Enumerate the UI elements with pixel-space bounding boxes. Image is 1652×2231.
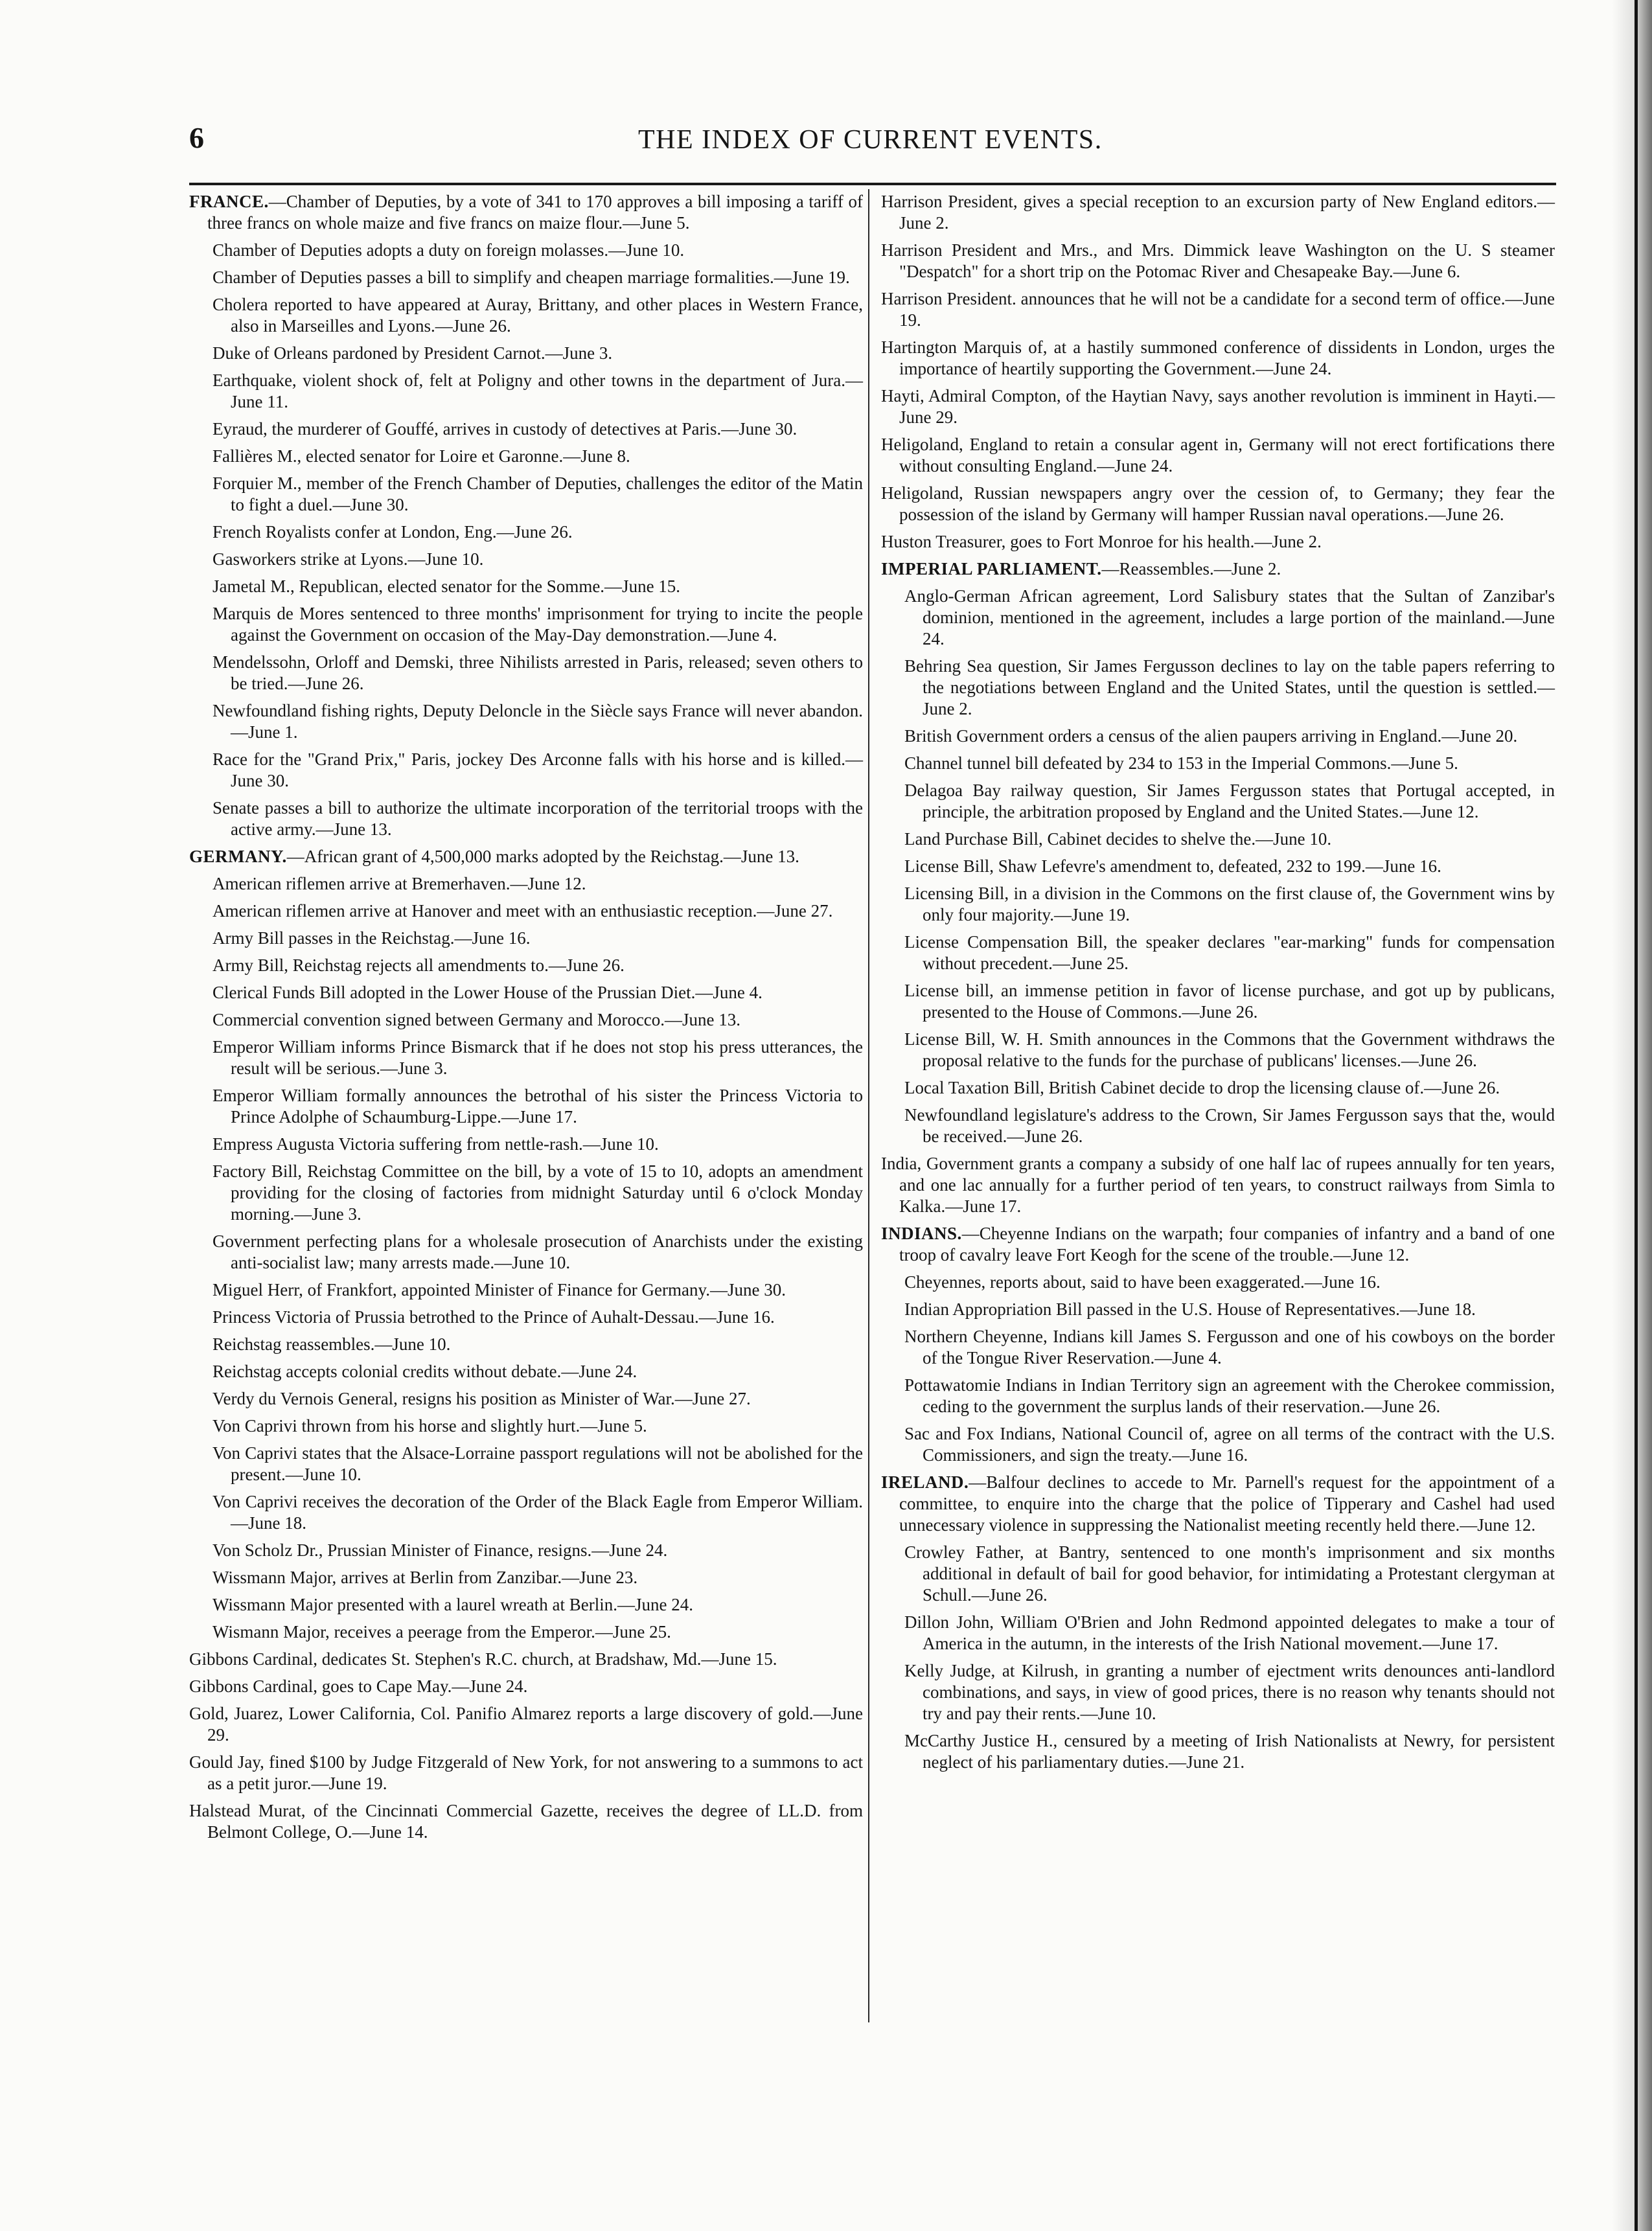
page-edge-shadow bbox=[1612, 0, 1652, 2231]
entry-text: Anglo-German African agreement, Lord Salisbury states that the Sultan of Zanzibar's dominion, mentioned in the agreement, includes a large portion of the mainland.—June 24. bbox=[904, 586, 1555, 648]
entry-text: Heligoland, England to retain a consular agent in, Germany will not erect fortifications there without consulting England.—June 24. bbox=[881, 435, 1555, 475]
entry-text: Chamber of Deputies passes a bill to simplify and cheapen marriage formalities.—June 19. bbox=[212, 268, 850, 287]
entry-text: Gould Jay, fined $100 by Judge Fitzgerald of New York, for not answering to a summons to act as a petit juror.—June 19. bbox=[189, 1752, 863, 1793]
index-entry bbox=[212, 1085, 863, 1128]
entry-text: License Compensation Bill, the speaker declares "ear-marking" funds for compensation without precedent.—June 25. bbox=[904, 932, 1555, 973]
entry-text: Harrison President and Mrs., and Mrs. Dimmick leave Washington on the U. S steamer "Despatch" for a short trip on the Potomac River and Chesapeake Bay.—June 6. bbox=[881, 240, 1555, 281]
right-column bbox=[881, 191, 1555, 1779]
entry-text: Hartington Marquis of, at a hastily summoned conference of dissidents in London, urges the importance of heartily supporting the Government.—June 24. bbox=[881, 338, 1555, 378]
entry-text: —African grant of 4,500,000 marks adopted by the Reichstag.—June 13. bbox=[286, 847, 799, 866]
entry-text: Miguel Herr, of Frankfort, appointed Minister of Finance for Germany.—June 30. bbox=[212, 1280, 786, 1299]
index-entry bbox=[904, 586, 1555, 650]
entry-text: Race for the "Grand Prix," Paris, jockey Des Arconne falls with his horse and is killed.—June 30. bbox=[212, 749, 863, 790]
index-entry bbox=[212, 240, 863, 261]
index-entry bbox=[904, 753, 1555, 774]
index-entry bbox=[212, 955, 863, 976]
index-entry bbox=[212, 370, 863, 413]
entry-text: Von Caprivi receives the decoration of the Order of the Black Eagle from Emperor William.—June 18. bbox=[212, 1492, 863, 1533]
index-entry bbox=[212, 1334, 863, 1355]
index-entry bbox=[212, 652, 863, 694]
column-divider bbox=[868, 189, 869, 2022]
entry-text: Licensing Bill, in a division in the Commons on the first clause of, the Government wins by only four majority.—June 19. bbox=[904, 884, 1555, 924]
index-entry bbox=[904, 726, 1555, 747]
page-title: THE INDEX OF CURRENT EVENTS. bbox=[638, 125, 1103, 155]
index-entry bbox=[904, 1326, 1555, 1369]
entry-text: Wismann Major, receives a peerage from the Emperor.—June 25. bbox=[212, 1622, 671, 1642]
section-heading: FRANCE. bbox=[189, 192, 269, 211]
entry-text: Factory Bill, Reichstag Committee on the bill, by a vote of 15 to 10, adopts an amendment providing for the closing of factories from midnight Saturday until 6 o'clock Monday morning.—June 3. bbox=[212, 1161, 863, 1224]
index-entry bbox=[212, 1161, 863, 1225]
entry-text: Von Scholz Dr., Prussian Minister of Finance, resigns.—June 24. bbox=[212, 1540, 668, 1560]
index-entry bbox=[212, 1231, 863, 1274]
entry-text: Sac and Fox Indians, National Council of, agree on all terms of the contract with the U.S. Commissioners, and sign the treaty.—June 16. bbox=[904, 1424, 1555, 1465]
index-entry bbox=[212, 1036, 863, 1079]
entry-text: Von Caprivi states that the Alsace-Lorraine passport regulations will not be abolished for the present.—June 10. bbox=[212, 1443, 863, 1484]
index-entry bbox=[189, 1676, 863, 1697]
index-entry bbox=[212, 1279, 863, 1301]
entry-text: Hayti, Admiral Compton, of the Haytian Navy, says another revolution is imminent in Hayti.—June 29. bbox=[881, 386, 1555, 427]
index-entry bbox=[904, 829, 1555, 850]
index-entry bbox=[212, 343, 863, 364]
entry-text: Verdy du Vernois General, resigns his position as Minister of War.—June 27. bbox=[212, 1389, 751, 1408]
index-entry bbox=[212, 1388, 863, 1410]
index-entry bbox=[904, 1542, 1555, 1606]
entry-text: Wissmann Major, arrives at Berlin from Zanzibar.—June 23. bbox=[212, 1568, 638, 1587]
entry-text: Reichstag reassembles.—June 10. bbox=[212, 1334, 451, 1354]
index-entry bbox=[904, 1612, 1555, 1654]
entry-text: Gibbons Cardinal, goes to Cape May.—June 24. bbox=[189, 1676, 528, 1696]
index-entry bbox=[189, 1703, 863, 1746]
index-entry bbox=[189, 846, 863, 867]
entry-text: Eyraud, the murderer of Gouffé, arrives in custody of detectives at Paris.—June 30. bbox=[212, 419, 797, 439]
index-entry bbox=[212, 473, 863, 516]
index-entry bbox=[904, 1077, 1555, 1099]
index-entry bbox=[881, 434, 1555, 477]
entry-text: Commercial convention signed between Germany and Morocco.—June 13. bbox=[212, 1010, 741, 1029]
index-entry bbox=[904, 932, 1555, 974]
entry-text: Clerical Funds Bill adopted in the Lower House of the Prussian Diet.—June 4. bbox=[212, 983, 763, 1002]
index-entry bbox=[881, 385, 1555, 428]
entry-text: Gibbons Cardinal, dedicates St. Stephen's R.C. church, at Bradshaw, Md.—June 15. bbox=[189, 1649, 777, 1669]
index-entry bbox=[904, 856, 1555, 877]
entry-text: Delagoa Bay railway question, Sir James Fergusson states that Portugal accepted, in principle, the arbitration proposed by England and the United States.—June 12. bbox=[904, 781, 1555, 821]
entry-text: Dillon John, William O'Brien and John Redmond appointed delegates to make a tour of America in the autumn, in the interests of the Irish National movement.—June 17. bbox=[904, 1612, 1555, 1653]
index-entry bbox=[212, 1361, 863, 1382]
entry-text: Harrison President. announces that he will not be a candidate for a second term of office.—June 19. bbox=[881, 289, 1555, 330]
header-rule bbox=[189, 183, 1556, 185]
index-entry bbox=[189, 1649, 863, 1670]
index-entry bbox=[212, 749, 863, 792]
index-entry bbox=[881, 1153, 1555, 1217]
index-entry bbox=[212, 446, 863, 467]
index-entry bbox=[881, 531, 1555, 553]
index-entry bbox=[212, 1567, 863, 1588]
entry-text: Forquier M., member of the French Chamber of Deputies, challenges the editor of the Matin to fight a duel.—June 30. bbox=[212, 474, 863, 514]
index-entry bbox=[212, 576, 863, 597]
entry-text: Princess Victoria of Prussia betrothed to the Prince of Auhalt-Dessau.—June 16. bbox=[212, 1307, 775, 1327]
index-entry bbox=[881, 1223, 1555, 1266]
index-entry bbox=[904, 1660, 1555, 1724]
entry-text: French Royalists confer at London, Eng.—June 26. bbox=[212, 522, 573, 542]
entry-text: Indian Appropriation Bill passed in the U.S. House of Representatives.—June 18. bbox=[904, 1299, 1476, 1319]
entry-text: Senate passes a bill to authorize the ultimate incorporation of the territorial troops with the active army.—June 13. bbox=[212, 798, 863, 839]
index-entry bbox=[212, 900, 863, 922]
entry-text: Cholera reported to have appeared at Auray, Brittany, and other places in Western France, also in Marseilles and Lyons.—June 26. bbox=[212, 295, 863, 336]
index-entry bbox=[904, 1029, 1555, 1071]
entry-text: Northern Cheyenne, Indians kill James S. Fergusson and one of his cowboys on the border of the Tongue River Reservation.—June 4. bbox=[904, 1327, 1555, 1367]
entry-text: Earthquake, violent shock of, felt at Poligny and other towns in the department of Jura.—June 11. bbox=[212, 371, 863, 411]
entry-text: Local Taxation Bill, British Cabinet decide to drop the licensing clause of.—June 26. bbox=[904, 1078, 1500, 1097]
section-heading: INDIANS. bbox=[881, 1224, 962, 1243]
index-entry bbox=[904, 1104, 1555, 1147]
section-heading: GERMANY. bbox=[189, 847, 287, 866]
entry-text: American riflemen arrive at Hanover and meet with an enthusiastic reception.—June 27. bbox=[212, 901, 833, 921]
index-entry bbox=[212, 418, 863, 440]
entry-text: Kelly Judge, at Kilrush, in granting a number of ejectment writs denounces anti-landlord combinations, and says, in view of good prices, there is no reason why tenants should not try and pay their rents.—June 10. bbox=[904, 1661, 1555, 1723]
entry-text: Land Purchase Bill, Cabinet decides to shelve the.—June 10. bbox=[904, 829, 1332, 849]
index-entry bbox=[881, 240, 1555, 282]
entry-text: Huston Treasurer, goes to Fort Monroe for his health.—June 2. bbox=[881, 532, 1322, 551]
entry-text: Halstead Murat, of the Cincinnati Commercial Gazette, receives the degree of LL.D. from Belmont College, O.—June 14. bbox=[189, 1801, 863, 1842]
entry-text: American riflemen arrive at Bremerhaven.—June 12. bbox=[212, 874, 586, 893]
index-entry bbox=[212, 1443, 863, 1485]
entry-text: Newfoundland legislature's address to the Crown, Sir James Fergusson says that the, would be received.—June 26. bbox=[904, 1105, 1555, 1146]
entry-text: —Chamber of Deputies, by a vote of 341 to 170 approves a bill imposing a tariff of three francs on whole maize and five francs on maize flour.—June 5. bbox=[207, 192, 863, 233]
entry-text: Channel tunnel bill defeated by 234 to 153 in the Imperial Commons.—June 5. bbox=[904, 753, 1458, 773]
index-entry bbox=[881, 1472, 1555, 1536]
index-entry bbox=[212, 873, 863, 895]
entry-text: Army Bill passes in the Reichstag.—June 16. bbox=[212, 928, 531, 948]
entry-text: Marquis de Mores sentenced to three months' imprisonment for trying to incite the people against the Government on occasion of the May-Day demonstration.—June 4. bbox=[212, 604, 863, 645]
entry-text: British Government orders a census of the alien paupers arriving in England.—June 20. bbox=[904, 726, 1518, 746]
entry-text: Fallières M., elected senator for Loire et Garonne.—June 8. bbox=[212, 446, 630, 466]
section-heading: IRELAND. bbox=[881, 1472, 969, 1492]
index-entry bbox=[904, 980, 1555, 1023]
index-entry bbox=[904, 1272, 1555, 1293]
entry-text: Government perfecting plans for a wholesale prosecution of Anarchists under the existing anti-socialist law; many arrests made.—June 10. bbox=[212, 1231, 863, 1272]
entry-text: McCarthy Justice H., censured by a meeting of Irish Nationalists at Newry, for persistent neglect of his parliamentary duties.—June 21. bbox=[904, 1731, 1555, 1772]
entry-text: Empress Augusta Victoria suffering from nettle-rash.—June 10. bbox=[212, 1134, 659, 1154]
entry-text: Jametal M., Republican, elected senator for the Somme.—June 15. bbox=[212, 577, 681, 596]
index-entry bbox=[189, 191, 863, 234]
index-entry bbox=[904, 1375, 1555, 1417]
index-entry bbox=[212, 603, 863, 646]
page-edge-line bbox=[1635, 0, 1638, 2231]
index-entry bbox=[212, 982, 863, 1003]
entry-text: Von Caprivi thrown from his horse and slightly hurt.—June 5. bbox=[212, 1416, 647, 1436]
entry-text: Mendelssohn, Orloff and Demski, three Nihilists arrested in Paris, released; seven others to be tried.—June 26. bbox=[212, 652, 863, 693]
entry-text: Army Bill, Reichstag rejects all amendments to.—June 26. bbox=[212, 955, 625, 975]
index-entry bbox=[212, 797, 863, 840]
index-entry bbox=[904, 1423, 1555, 1466]
entry-text: India, Government grants a company a subsidy of one half lac of rupees annually for ten years, and one lac annually for a further period of ten years, to construct railways from Simla to Kalka.—June 17. bbox=[881, 1154, 1555, 1216]
index-entry bbox=[904, 780, 1555, 823]
entry-text: License Bill, Shaw Lefevre's amendment to, defeated, 232 to 199.—June 16. bbox=[904, 856, 1441, 876]
entry-text: —Reassembles.—June 2. bbox=[1101, 559, 1281, 578]
page-number: 6 bbox=[189, 121, 204, 154]
index-entry bbox=[212, 267, 863, 288]
index-entry bbox=[189, 1752, 863, 1794]
entry-text: License bill, an immense petition in favor of license purchase, and got up by publicans, presented to the House of Commons.—June 26. bbox=[904, 981, 1555, 1022]
index-entry bbox=[212, 1009, 863, 1031]
index-entry bbox=[881, 191, 1555, 234]
entry-text: Crowley Father, at Bantry, sentenced to one month's imprisonment and six months additional in default of bail for good behavior, for intimidating a Protestant clergyman at Schull.—June 26. bbox=[904, 1542, 1555, 1605]
entry-text: Cheyennes, reports about, said to have been exaggerated.—June 16. bbox=[904, 1272, 1381, 1292]
index-entry bbox=[212, 294, 863, 337]
entry-text: Newfoundland fishing rights, Deputy Deloncle in the Siècle says France will never abandon.—June 1. bbox=[212, 701, 863, 742]
entry-text: Reichstag accepts colonial credits without debate.—June 24. bbox=[212, 1362, 637, 1381]
entry-text: License Bill, W. H. Smith announces in the Commons that the Government withdraws the proposal relative to the funds for the purchase of publicans' licenses.—June 26. bbox=[904, 1029, 1555, 1070]
index-entry bbox=[212, 521, 863, 543]
index-entry bbox=[212, 1134, 863, 1155]
entry-text: Chamber of Deputies adopts a duty on foreign molasses.—June 10. bbox=[212, 240, 685, 260]
index-entry bbox=[212, 1491, 863, 1534]
index-entry bbox=[904, 1299, 1555, 1320]
index-entry bbox=[212, 700, 863, 743]
entry-text: Pottawatomie Indians in Indian Territory sign an agreement with the Cherokee commission, ceding to the government the surplus lands of their reservation.—June 26. bbox=[904, 1375, 1555, 1416]
index-entry bbox=[212, 1415, 863, 1437]
index-entry bbox=[904, 883, 1555, 926]
index-entry bbox=[212, 928, 863, 949]
index-entry bbox=[212, 549, 863, 570]
index-entry bbox=[189, 1800, 863, 1843]
entry-text: Gold, Juarez, Lower California, Col. Panifio Almarez reports a large discovery of gold.—June 29. bbox=[189, 1704, 863, 1745]
left-column bbox=[189, 191, 863, 1849]
index-entry bbox=[881, 337, 1555, 380]
entry-text: Wissmann Major presented with a laurel wreath at Berlin.—June 24. bbox=[212, 1595, 693, 1614]
index-entry bbox=[212, 1621, 863, 1643]
index-entry bbox=[212, 1540, 863, 1561]
index-entry bbox=[904, 1730, 1555, 1773]
index-entry bbox=[904, 656, 1555, 720]
entry-text: —Cheyenne Indians on the warpath; four companies of infantry and a band of one troop of cavalry leave Fort Keogh for the scene of the trouble.—June 12. bbox=[899, 1224, 1555, 1264]
entry-text: Heligoland, Russian newspapers angry over the cession of, to Germany; they fear the possession of the island by Germany will hamper Russian naval operations.—June 26. bbox=[881, 483, 1555, 524]
entry-text: Duke of Orleans pardoned by President Carnot.—June 3. bbox=[212, 343, 613, 363]
index-entry bbox=[212, 1594, 863, 1616]
index-entry bbox=[881, 288, 1555, 331]
entry-text: Behring Sea question, Sir James Fergusson declines to lay on the table papers referring to the negotiations between England and the United States, until the question is settled.—June 2. bbox=[904, 656, 1555, 718]
entry-text: Emperor William informs Prince Bismarck that if he does not stop his press utterances, the result will be serious.—June 3. bbox=[212, 1037, 863, 1078]
entry-text: —Balfour declines to accede to Mr. Parnell's request for the appointment of a committee, to enquire into the charge that the police of Tipperary and Cashel had used unnecessary violence in suppressing the Nationalist meeting recently held there.—June 12. bbox=[899, 1472, 1555, 1535]
entry-text: Harrison President, gives a special reception to an excursion party of New England editors.—June 2. bbox=[881, 192, 1555, 233]
entry-text: Emperor William formally announces the betrothal of his sister the Princess Victoria to Prince Adolphe of Schaumburg-Lippe.—June 17. bbox=[212, 1086, 863, 1127]
index-entry bbox=[212, 1307, 863, 1328]
entry-text: Gasworkers strike at Lyons.—June 10. bbox=[212, 549, 484, 569]
index-entry bbox=[881, 558, 1555, 580]
index-entry bbox=[881, 483, 1555, 525]
section-heading: IMPERIAL PARLIAMENT. bbox=[881, 559, 1102, 578]
